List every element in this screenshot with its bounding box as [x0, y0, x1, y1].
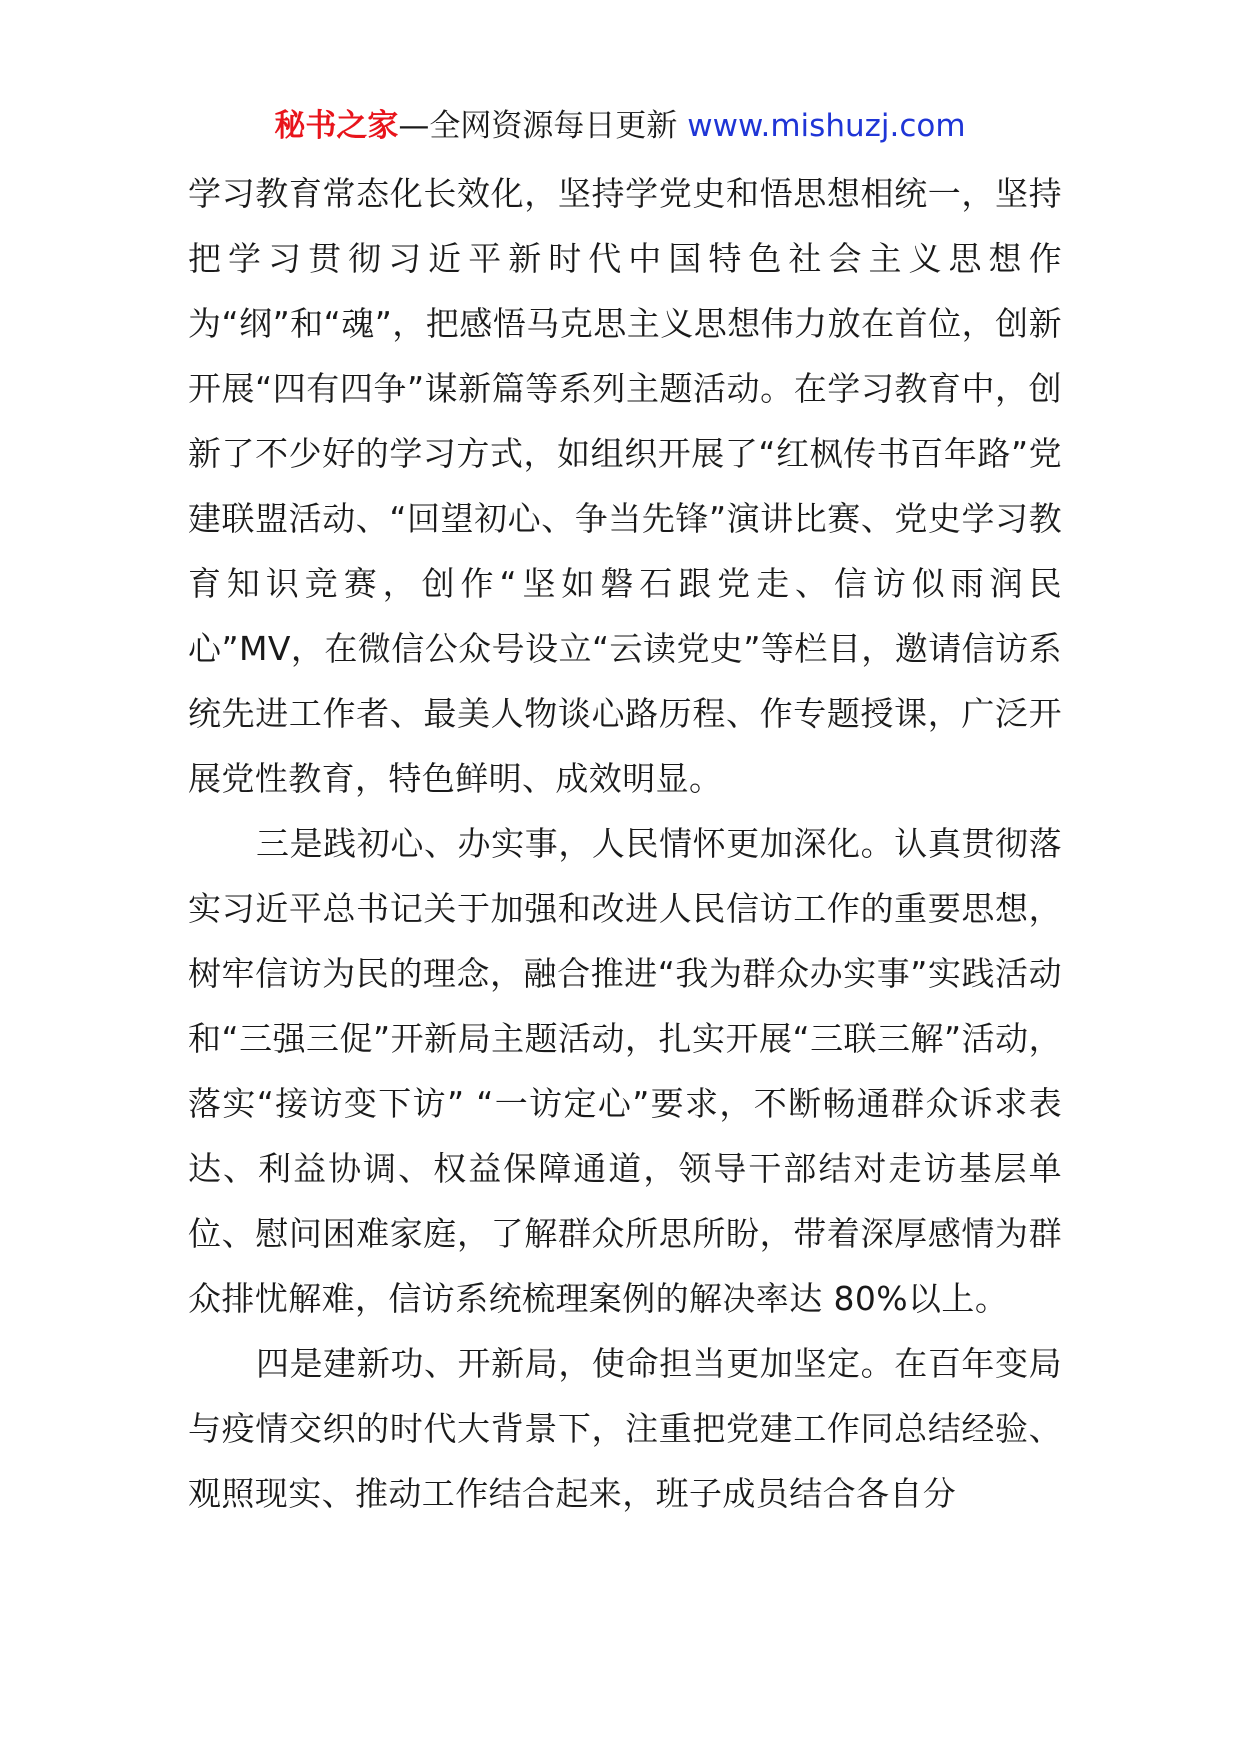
paragraph-continued	[188, 161, 1062, 811]
paragraph-lead: 三是践初心、办实事，人民情怀更加深化。	[256, 824, 895, 863]
paragraph-lead: 四是建新功、开新局，使命担当更加坚定。	[256, 1344, 895, 1383]
document-body	[188, 161, 1062, 1526]
header-slogan: —全网资源每日更新	[398, 108, 688, 144]
site-header	[0, 104, 1240, 148]
paragraph-mission	[188, 1331, 1062, 1526]
paragraph-practice	[188, 811, 1062, 1331]
paragraph-text: 在百年变局与疫情交织的时代大背景下，注重把党建工作同总结经验、观照现实、推动工作结合起来，班子成员结合各自分	[188, 1344, 1062, 1513]
header-url-link[interactable]: www.mishuzj.com	[687, 108, 966, 144]
paragraph-text: 学习教育常态化长效化，坚持学党史和悟思想相统一，坚持把学习贯彻习近平新时代中国特色社会主义思想作为“纲”和“魂”，把感悟马克思主义思想伟力放在首位，创新开展“四有四争”谋新篇等系列主题活动。在学习教育中，创新了不少好的学习方式，如组织开展了“红枫传书百年路”党建联盟活动、“回望初心、争当先锋”演讲比赛、党史学习教育知识竞赛，创作“坚如磐石跟党走、信访似雨润民心”MV，在微信公众号设立“云读党史”等栏目，邀请信访系统先进工作者、最美人物谈心路历程、作专题授课，广泛开展党性教育，特色鲜明、成效明显。	[188, 174, 1062, 798]
paragraph-text: 认真贯彻落实习近平总书记关于加强和改进人民信访工作的重要思想，树牢信访为民的理念，融合推进“我为群众办实事”实践活动和“三强三促”开新局主题活动，扎实开展“三联三解”活动，落实“接访变下访” “一访定心”要求，不断畅通群众诉求表达、利益协调、权益保障通道，领导干部结对走访基层单位、慰问困难家庭，了解群众所思所盼，带着深厚感情为群众排忧解难，信访系统梳理案例的解决率达 80%以上。	[188, 824, 1062, 1318]
header-brand: 秘书之家	[274, 108, 399, 144]
